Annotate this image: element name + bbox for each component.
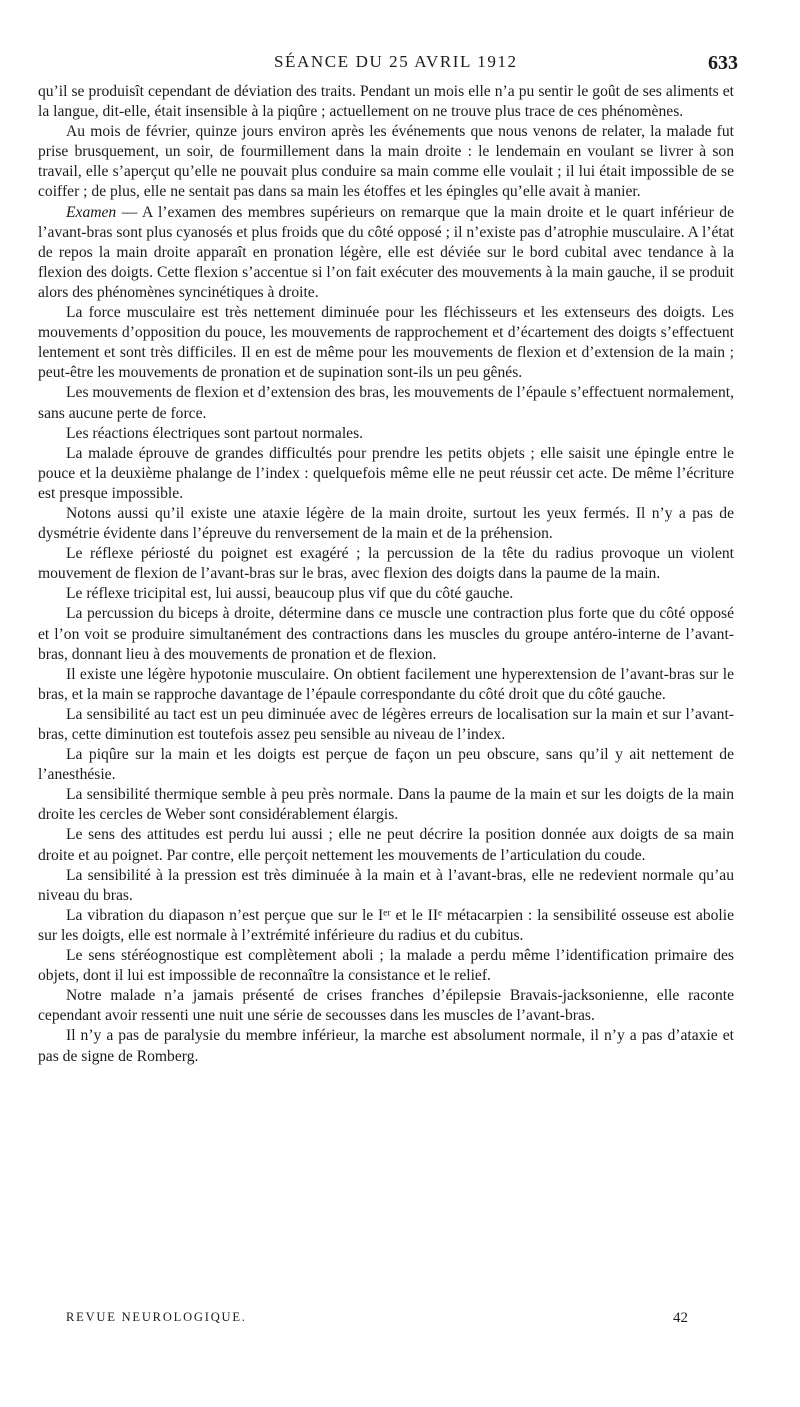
paragraph: Le réflexe périosté du poignet est exagéré ; la percussion de la tête du radius provoque un violent mouvement de flexion de l’avant-bras sur le bras, avec flexion des doigts dans la paume de la main. bbox=[38, 545, 734, 583]
page-number: 633 bbox=[708, 52, 738, 74]
paragraph-text: — A l’examen des membres supérieurs on remarque que la main droite et le quart inférieur de l’avant-bras sont plus cyanosés et plus froids que du côté opposé ; il n’existe pas d’atrophie musculaire. A l’état de repos la main droite apparaît en pronation légère, elle est déviée sur le bord cubital avec tendance à la flexion des doigts. Cette flexion s’accentue si l’on fait exécuter des mouvements à la main gauche, il se produit alors des phénomènes syncinétiques à droite. bbox=[38, 203, 734, 301]
paragraph: Au mois de février, quinze jours environ après les événements que nous venons de relater, la malade fut prise brusquement, un soir, de fourmillement dans la main droite : le lendemain en voulant se livrer à son travail, elle s’aperçut qu’elle ne pouvait plus conduire sa main comme elle voulait ; il lui était impossible de se coiffer ; de plus, elle ne sentait pas dans sa main les étoffes et les épingles qu’elle avait à manier. bbox=[38, 123, 734, 201]
paragraph: qu’il se produisît cependant de déviation des traits. Pendant un mois elle n’a pu sentir le goût de ses aliments et la langue, dit-elle, était insensible à la piqûre ; actuellement on ne trouve plus trace de ces phénomènes. bbox=[38, 83, 734, 121]
paragraph: Le sens des attitudes est perdu lui aussi ; elle ne peut décrire la position donnée aux doigts de sa main droite et au poignet. Par contre, elle perçoit nettement les mouvements de l’articulation du coude. bbox=[38, 826, 734, 864]
paragraph: La force musculaire est très nettement diminuée pour les fléchisseurs et les extenseurs des doigts. Les mouvements d’opposition du pouce, les mouvements de rapprochement et d’écartement des doigts s’effectuent lentement et sont très difficiles. Il en est de même pour les mouvements de flexion et d’extension de la main ; peut-être les mouvements de pronation et de supination sont-ils un peu gênés. bbox=[38, 304, 734, 382]
page-footer bbox=[66, 1310, 688, 1334]
paragraph: Les réactions électriques sont partout normales. bbox=[66, 424, 364, 442]
paragraph: Il n’y a pas de paralysie du membre inférieur, la marche est absolument normale, il n’y a pas d’ataxie et pas de signe de Romberg. bbox=[38, 1027, 734, 1065]
running-title: SÉANCE DU 25 AVRIL 1912 bbox=[274, 52, 518, 71]
paragraph: Notons aussi qu’il existe une ataxie légère de la main droite, surtout les yeux fermés. Il n’y a pas de dysmétrie évidente dans l’épreuve du renversement de la main et de la préhension. bbox=[38, 504, 734, 543]
paragraph: Le réflexe tricipital est, lui aussi, beaucoup plus vif que du côté gauche. bbox=[66, 585, 514, 603]
page-header bbox=[0, 52, 800, 80]
paragraph: La vibration du diapason n’est perçue que sur le Iᵉʳ et le IIᵉ métacarpien : la sensibilité osseuse est abolie sur les doigts, elle est normale à l’extrémité inférieure du radius et du cubitus. bbox=[38, 906, 734, 944]
paragraph: La sensibilité à la pression est très diminuée à la main et à l’avant-bras, elle ne redevient normale qu’au niveau du bras. bbox=[38, 866, 734, 904]
paragraph: La piqûre sur la main et les doigts est perçue de façon un peu obscure, sans qu’il y ait nettement de l’anesthésie. bbox=[38, 746, 734, 784]
paragraph: La sensibilité thermique semble à peu près normale. Dans la paume de la main et sur les doigts de la main droite les cercles de Weber sont considérablement élargis. bbox=[38, 786, 734, 824]
paragraph: La sensibilité au tact est un peu diminuée avec de légères erreurs de localisation sur la main et sur l’avant-bras, cette diminution est toutefois assez peu sensible au niveau de l’index. bbox=[38, 705, 734, 743]
sheet-number: 42 bbox=[673, 1310, 688, 1326]
paragraph: La percussion du biceps à droite, détermine dans ce muscle une contraction plus forte que du côté opposé et l’on voit se produire simultanément des contractions dans les muscles du groupe antéro-interne de l’avant-bras, donnant lieu à des mouvements de pronation et de flexion. bbox=[38, 605, 734, 663]
paragraph: Le sens stéréognostique est complètement aboli ; la malade a perdu même l’identification primaire des objets, dont il lui est impossible de reconnaître la consistance et le relief. bbox=[38, 947, 734, 985]
paragraph: Notre malade n’a jamais présenté de crises franches d’épilepsie Bravais-jacksonienne, elle raconte cependant avoir ressenti une nuit une série de secousses dans les muscles de l’avant-bras. bbox=[38, 987, 734, 1025]
paragraph-examen bbox=[38, 203, 734, 303]
paragraph: Les mouvements de flexion et d’extension des bras, les mouvements de l’épaule s’effectuent normalement, sans aucune perte de force. bbox=[38, 384, 734, 422]
journal-name: REVUE NEUROLOGIQUE. bbox=[66, 1310, 247, 1324]
paragraph: La malade éprouve de grandes difficultés pour prendre les petits objets ; elle saisit une épingle entre le pouce et la deuxième phalange de l’index : quelquefois même elle ne peut réussir cet acte. De même l’écriture est presque impossible. bbox=[38, 444, 734, 502]
article-body bbox=[38, 82, 734, 1067]
section-heading-examen: Examen bbox=[66, 203, 117, 221]
paragraph: Il existe une légère hypotonie musculaire. On obtient facilement une hyperextension de l’avant-bras sur le bras, et la main se rapproche davantage de l’épaule correspondante du côté droit que du côté gauche. bbox=[38, 665, 734, 703]
